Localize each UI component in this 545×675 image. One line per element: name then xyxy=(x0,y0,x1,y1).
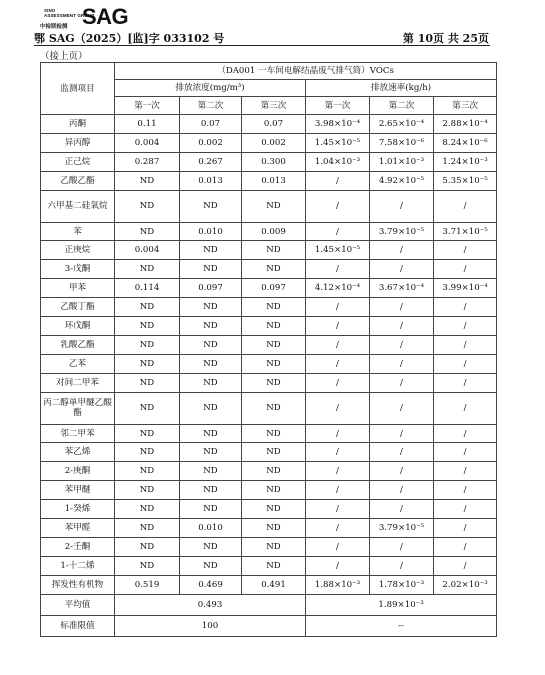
row-item-name: 挥发性有机物 xyxy=(41,575,115,594)
row-value: ND xyxy=(180,537,242,556)
row-value: ND xyxy=(242,424,306,443)
row-value: 3.79×10⁻⁵ xyxy=(370,519,434,538)
row-value: ND xyxy=(115,537,180,556)
row-value: 3.79×10⁻⁵ xyxy=(370,222,434,241)
row-value: / xyxy=(434,190,497,222)
table-row xyxy=(41,500,497,519)
row-value: ND xyxy=(180,335,242,354)
row-value: / xyxy=(434,443,497,462)
row-value: 0.300 xyxy=(242,152,306,171)
row-value: 1.24×10⁻³ xyxy=(434,152,497,171)
row-item-name: 3-戊酮 xyxy=(41,260,115,279)
row-item-name: 苯 xyxy=(41,222,115,241)
row-value: / xyxy=(370,424,434,443)
row-value: 0.097 xyxy=(242,279,306,298)
row-value: / xyxy=(370,462,434,481)
row-value: / xyxy=(370,298,434,317)
row-value: 4.12×10⁻⁴ xyxy=(306,279,370,298)
row-value: ND xyxy=(180,462,242,481)
row-value: / xyxy=(306,462,370,481)
table-row xyxy=(41,481,497,500)
row-value: 0.07 xyxy=(180,115,242,134)
row-value: ND xyxy=(242,537,306,556)
row-item-name: 2-壬酮 xyxy=(41,537,115,556)
table-row xyxy=(41,152,497,171)
row-item-name: 六甲基二硅氧烷 xyxy=(41,190,115,222)
row-value: / xyxy=(306,317,370,336)
row-item-name: 正庚烷 xyxy=(41,241,115,260)
row-item-name: 乙酸乙酯 xyxy=(41,171,115,190)
row-item-name: 乳酸乙酯 xyxy=(41,335,115,354)
row-item-name: 乙酸丁酯 xyxy=(41,298,115,317)
row-value: 8.24×10⁻⁶ xyxy=(434,133,497,152)
row-value: ND xyxy=(180,392,242,424)
row-value: ND xyxy=(115,556,180,575)
row-value: 0.013 xyxy=(242,171,306,190)
row-item-name: 乙苯 xyxy=(41,354,115,373)
row-value: ND xyxy=(242,462,306,481)
page-info: 第 10页 共 25页 xyxy=(402,32,489,45)
row-value: 0.491 xyxy=(242,575,306,594)
row-value: -- xyxy=(306,615,497,636)
row-value: / xyxy=(370,481,434,500)
limit-row xyxy=(41,615,497,636)
table-row xyxy=(41,241,497,260)
table-row xyxy=(41,354,497,373)
table-row xyxy=(41,260,497,279)
row-value: / xyxy=(306,222,370,241)
subheader: 第一次 xyxy=(306,97,370,115)
row-value: / xyxy=(306,519,370,538)
row-value: ND xyxy=(115,392,180,424)
row-value: 1.45×10⁻⁵ xyxy=(306,241,370,260)
row-value: / xyxy=(370,335,434,354)
row-value: 3.71×10⁻⁵ xyxy=(434,222,497,241)
subheader: 第三次 xyxy=(434,97,497,115)
table-title: （DA001 一车间电解结晶废气排气筒）VOCs xyxy=(115,63,497,80)
row-value: 0.009 xyxy=(242,222,306,241)
row-value: ND xyxy=(180,373,242,392)
row-item-name: 平均值 xyxy=(41,594,115,615)
row-value: ND xyxy=(115,519,180,538)
row-item-name: 丙酮 xyxy=(41,115,115,134)
header-concentration: 排放浓度(mg/m³) xyxy=(115,80,306,97)
row-value: / xyxy=(434,519,497,538)
row-value: ND xyxy=(180,424,242,443)
average-row xyxy=(41,594,497,615)
row-value: / xyxy=(370,241,434,260)
table-row xyxy=(41,424,497,443)
row-value: 0.002 xyxy=(180,133,242,152)
row-value: 0.013 xyxy=(180,171,242,190)
logo-chinese-text: 中检联检测 xyxy=(40,24,68,30)
row-value: 0.097 xyxy=(180,279,242,298)
row-value: ND xyxy=(242,335,306,354)
row-item-name: 苯甲醚 xyxy=(41,481,115,500)
row-value: 3.67×10⁻⁴ xyxy=(370,279,434,298)
table-row xyxy=(41,190,497,222)
row-value: ND xyxy=(242,317,306,336)
row-value: / xyxy=(306,373,370,392)
table-row xyxy=(41,335,497,354)
row-item-name: 1-癸烯 xyxy=(41,500,115,519)
row-value: / xyxy=(370,373,434,392)
table-row xyxy=(41,392,497,424)
row-value: 0.07 xyxy=(242,115,306,134)
header-rule xyxy=(34,45,490,46)
subheader: 第一次 xyxy=(115,97,180,115)
table-row xyxy=(41,537,497,556)
row-value: ND xyxy=(242,298,306,317)
row-value: ND xyxy=(115,373,180,392)
logo-small-text: SINO ASSESSMENT GROUP xyxy=(44,8,95,18)
row-value: ND xyxy=(115,354,180,373)
row-value: / xyxy=(434,537,497,556)
row-value: 0.493 xyxy=(115,594,306,615)
row-item-name: 苯甲醛 xyxy=(41,519,115,538)
row-value: 0.519 xyxy=(115,575,180,594)
row-value: ND xyxy=(242,354,306,373)
row-value: 4.92×10⁻⁵ xyxy=(370,171,434,190)
row-value: / xyxy=(306,500,370,519)
row-value: / xyxy=(434,335,497,354)
row-value: 7.58×10⁻⁶ xyxy=(370,133,434,152)
subheader: 第二次 xyxy=(370,97,434,115)
row-value: 3.98×10⁻⁴ xyxy=(306,115,370,134)
row-value: ND xyxy=(115,190,180,222)
table-row xyxy=(41,279,497,298)
table-row xyxy=(41,519,497,538)
row-value: 2.65×10⁻⁴ xyxy=(370,115,434,134)
row-value: ND xyxy=(242,373,306,392)
row-value: / xyxy=(370,556,434,575)
row-value: ND xyxy=(180,354,242,373)
row-value: ND xyxy=(115,443,180,462)
row-value: ND xyxy=(115,500,180,519)
row-value: ND xyxy=(242,392,306,424)
row-value: ND xyxy=(180,241,242,260)
row-value: ND xyxy=(115,462,180,481)
row-value: / xyxy=(306,424,370,443)
row-value: / xyxy=(434,392,497,424)
row-value: ND xyxy=(242,500,306,519)
row-value: 0.004 xyxy=(115,241,180,260)
row-value: ND xyxy=(115,317,180,336)
subheader: 第三次 xyxy=(242,97,306,115)
row-value: / xyxy=(434,556,497,575)
row-value: ND xyxy=(242,481,306,500)
row-item-name: 2-庚酮 xyxy=(41,462,115,481)
row-value: / xyxy=(434,373,497,392)
row-value: / xyxy=(306,481,370,500)
row-item-name: 对间二甲苯 xyxy=(41,373,115,392)
row-value: ND xyxy=(115,222,180,241)
row-value: ND xyxy=(115,481,180,500)
row-value: / xyxy=(434,317,497,336)
table-row xyxy=(41,373,497,392)
row-value: 1.78×10⁻³ xyxy=(370,575,434,594)
table-row xyxy=(41,171,497,190)
table-row xyxy=(41,222,497,241)
row-value: ND xyxy=(115,424,180,443)
header-rate: 排放速率(kg/h) xyxy=(306,80,497,97)
row-value: / xyxy=(306,260,370,279)
document-number: 鄂 SAG（2025）[监]字 033102 号 xyxy=(34,32,225,45)
row-value: / xyxy=(370,260,434,279)
row-value: 0.010 xyxy=(180,519,242,538)
row-item-name: 环戊酮 xyxy=(41,317,115,336)
row-item-name: 邻二甲苯 xyxy=(41,424,115,443)
row-value: ND xyxy=(180,298,242,317)
row-value: / xyxy=(434,298,497,317)
row-value: ND xyxy=(242,519,306,538)
row-value: 5.35×10⁻⁵ xyxy=(434,171,497,190)
table-row xyxy=(41,133,497,152)
voc-results-table xyxy=(40,62,497,637)
continued-note: （接上页） xyxy=(40,51,88,62)
row-value: ND xyxy=(180,481,242,500)
row-value: ND xyxy=(180,443,242,462)
row-value: ND xyxy=(115,298,180,317)
row-value: ND xyxy=(180,260,242,279)
row-value: / xyxy=(306,443,370,462)
header-item: 监测项目 xyxy=(41,63,115,115)
row-value: / xyxy=(370,443,434,462)
row-item-name: 标准限值 xyxy=(41,615,115,636)
row-value: / xyxy=(306,298,370,317)
row-value: / xyxy=(434,241,497,260)
row-value: 3.99×10⁻⁴ xyxy=(434,279,497,298)
row-value: 1.04×10⁻³ xyxy=(306,152,370,171)
row-value: ND xyxy=(242,190,306,222)
row-item-name: 甲苯 xyxy=(41,279,115,298)
row-value: ND xyxy=(180,190,242,222)
table-row xyxy=(41,115,497,134)
row-value: 1.01×10⁻³ xyxy=(370,152,434,171)
row-value: 0.114 xyxy=(115,279,180,298)
row-value: 0.267 xyxy=(180,152,242,171)
row-value: 0.469 xyxy=(180,575,242,594)
row-value: / xyxy=(306,392,370,424)
table-row xyxy=(41,298,497,317)
table-row xyxy=(41,462,497,481)
row-value: 2.88×10⁻⁴ xyxy=(434,115,497,134)
row-value: / xyxy=(370,537,434,556)
row-value: / xyxy=(434,354,497,373)
row-item-name: 1-十二烯 xyxy=(41,556,115,575)
table-row xyxy=(41,575,497,594)
row-value: 0.11 xyxy=(115,115,180,134)
row-value: / xyxy=(306,171,370,190)
row-value: ND xyxy=(242,443,306,462)
row-value: ND xyxy=(180,500,242,519)
row-value: ND xyxy=(180,317,242,336)
row-value: / xyxy=(370,190,434,222)
company-logo xyxy=(34,6,134,28)
row-value: / xyxy=(306,190,370,222)
row-value: / xyxy=(306,537,370,556)
row-value: 0.004 xyxy=(115,133,180,152)
row-value: / xyxy=(370,500,434,519)
row-value: / xyxy=(370,392,434,424)
table-row xyxy=(41,556,497,575)
row-value: ND xyxy=(115,171,180,190)
row-value: / xyxy=(434,500,497,519)
row-item-name: 丙二醇单甲醚乙酸酯 xyxy=(41,392,115,424)
row-value: ND xyxy=(242,241,306,260)
row-value: / xyxy=(434,481,497,500)
row-value: / xyxy=(434,462,497,481)
row-value: ND xyxy=(115,260,180,279)
row-value: / xyxy=(306,354,370,373)
row-value: / xyxy=(370,354,434,373)
subheader: 第二次 xyxy=(180,97,242,115)
row-value: 1.45×10⁻⁵ xyxy=(306,133,370,152)
table-row xyxy=(41,317,497,336)
row-value: 1.89×10⁻³ xyxy=(306,594,497,615)
logo-sag: SAG xyxy=(82,4,129,29)
row-value: / xyxy=(434,260,497,279)
row-item-name: 异丙醇 xyxy=(41,133,115,152)
row-value: / xyxy=(306,335,370,354)
table-row xyxy=(41,443,497,462)
row-value: 2.02×10⁻³ xyxy=(434,575,497,594)
row-item-name: 苯乙烯 xyxy=(41,443,115,462)
row-value: ND xyxy=(180,556,242,575)
row-value: / xyxy=(306,556,370,575)
row-value: / xyxy=(434,424,497,443)
row-value: 1.88×10⁻³ xyxy=(306,575,370,594)
row-value: / xyxy=(370,317,434,336)
row-value: ND xyxy=(115,335,180,354)
row-value: 100 xyxy=(115,615,306,636)
row-value: 0.002 xyxy=(242,133,306,152)
row-value: ND xyxy=(242,556,306,575)
row-value: ND xyxy=(242,260,306,279)
row-item-name: 正己烷 xyxy=(41,152,115,171)
row-value: 0.287 xyxy=(115,152,180,171)
row-value: 0.010 xyxy=(180,222,242,241)
